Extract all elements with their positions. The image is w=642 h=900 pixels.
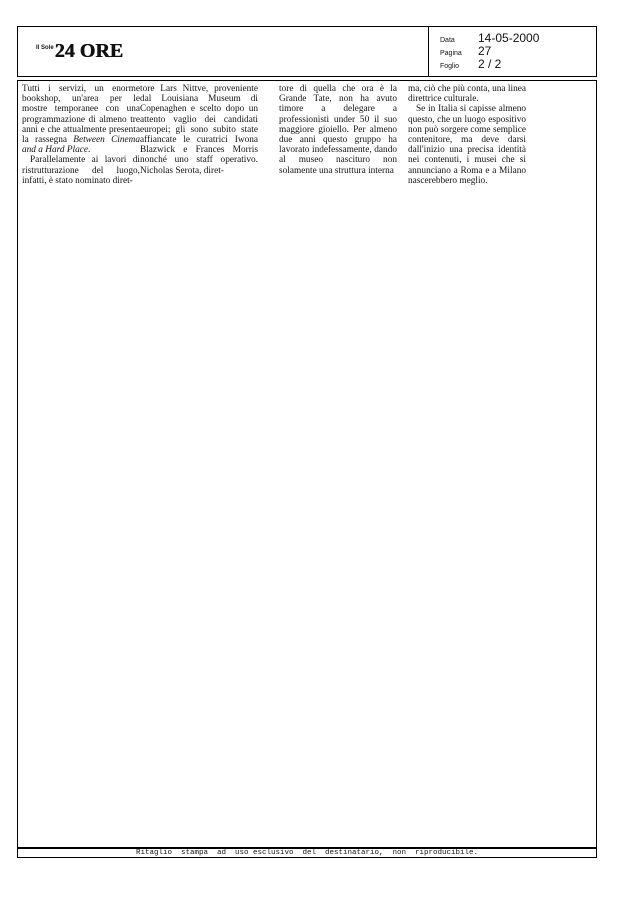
page-label: Pagina bbox=[440, 50, 462, 57]
page-row bbox=[440, 44, 491, 58]
text-column-3 bbox=[279, 84, 397, 176]
header-divider bbox=[428, 27, 429, 76]
sheet-label: Foglio bbox=[440, 63, 460, 70]
paragraph: tore Lars Nittve, proveniente dal Louisiana Museum di Copenaghen e scelto dopo un attento vaglio dei candidati europei; gli sono subito state affiancate le curatrici Iwona Blazwick e Frances Morris nonché uno staff operativo. Nicholas Serota, diret- bbox=[140, 84, 258, 176]
article-header bbox=[17, 26, 597, 77]
date-label: Data bbox=[440, 37, 455, 44]
paragraph: ma, ciò che più conta, una linea direttrice culturale. bbox=[408, 84, 526, 105]
article-body bbox=[17, 80, 597, 849]
sheet-row bbox=[440, 57, 501, 71]
logo-small-text: Il Sole bbox=[36, 45, 54, 51]
paragraph-text-end: . bbox=[88, 145, 91, 156]
paragraph bbox=[22, 84, 140, 155]
exhibition-title: Between Cinema and a Hard Place bbox=[22, 135, 140, 156]
footer-notice bbox=[17, 847, 597, 858]
paragraph-text: Tutti i servizi, un enorme bookshop, un'area per le mostre temporanee con una programmazione di almeno tre anni e che attualmente presenta la rassegna bbox=[22, 84, 140, 146]
paragraph: Se in Italia si capisse almeno questo, che un luogo espositivo non può sorgere come semplice contenitore, ma deve darsi dall'inizio una precisa identità nei contenuti, i musei che si annunciano a Roma e a Milano nascerebbero meglio. bbox=[408, 104, 526, 186]
text-column-4 bbox=[408, 84, 526, 186]
date-row bbox=[440, 31, 539, 45]
sheet-value: 2 / 2 bbox=[478, 57, 502, 71]
logo-main-text: 24 ORE bbox=[54, 40, 124, 62]
text-column-2 bbox=[140, 84, 258, 176]
paragraph: tore di quella che ora è la Grande Tate, non ha avuto timore a delegare a professionisti under 50 il suo maggiore gioiello. Per almeno due anni questo gruppo ha lavorato indefessamente, dando al museo nascituro non solamente una struttura interna bbox=[279, 84, 397, 176]
footer-text: Ritaglio stampa ad uso esclusivo del destinatario, non riproducibile. bbox=[135, 849, 479, 857]
text-column-1 bbox=[22, 84, 140, 186]
date-value: 14-05-2000 bbox=[478, 31, 540, 45]
newspaper-logo bbox=[36, 40, 123, 63]
page-value: 27 bbox=[478, 44, 492, 58]
paragraph: Parallelamente ai lavori di ristrutturazione del luogo, infatti, è stato nominato diret- bbox=[22, 155, 140, 186]
